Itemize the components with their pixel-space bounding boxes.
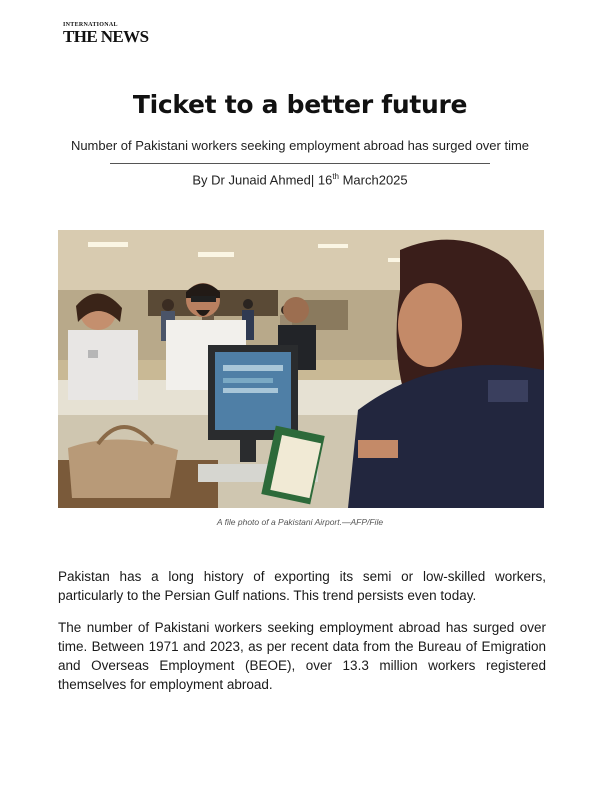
- article-byline: [0, 172, 600, 187]
- article-subhead: Number of Pakistani workers seeking employment abroad has surged over time: [70, 138, 530, 153]
- article-paragraph: Pakistan has a long history of exporting its semi or low-skilled workers, particularly to the Persian Gulf nations. This trend persists even today.: [58, 569, 546, 603]
- byline-author: By Dr Junaid Ahmed| 16: [192, 172, 333, 188]
- masthead-brand: THE NEWS: [63, 27, 149, 46]
- masthead-top-text: INTERNATIONAL: [63, 22, 118, 28]
- airport-counter-illustration: [58, 230, 544, 508]
- title-divider: [110, 163, 490, 164]
- article-paragraph: The number of Pakistani workers seeking employment abroad has surged over time. Between 1971 and 2023, as per recent data from the Bureau of Emigration and Overseas Employment (BEOE), over 13.3 million workers registered themselves for employment abroad.: [58, 620, 546, 692]
- byline-ordinal: th: [332, 172, 339, 181]
- byline-date: March2025: [338, 172, 408, 188]
- article-photo: [58, 230, 544, 508]
- masthead-logo: [63, 22, 149, 48]
- article-headline: Ticket to a better future: [132, 90, 468, 119]
- photo-caption: A file photo of a Pakistani Airport.—AFP/File: [216, 517, 384, 527]
